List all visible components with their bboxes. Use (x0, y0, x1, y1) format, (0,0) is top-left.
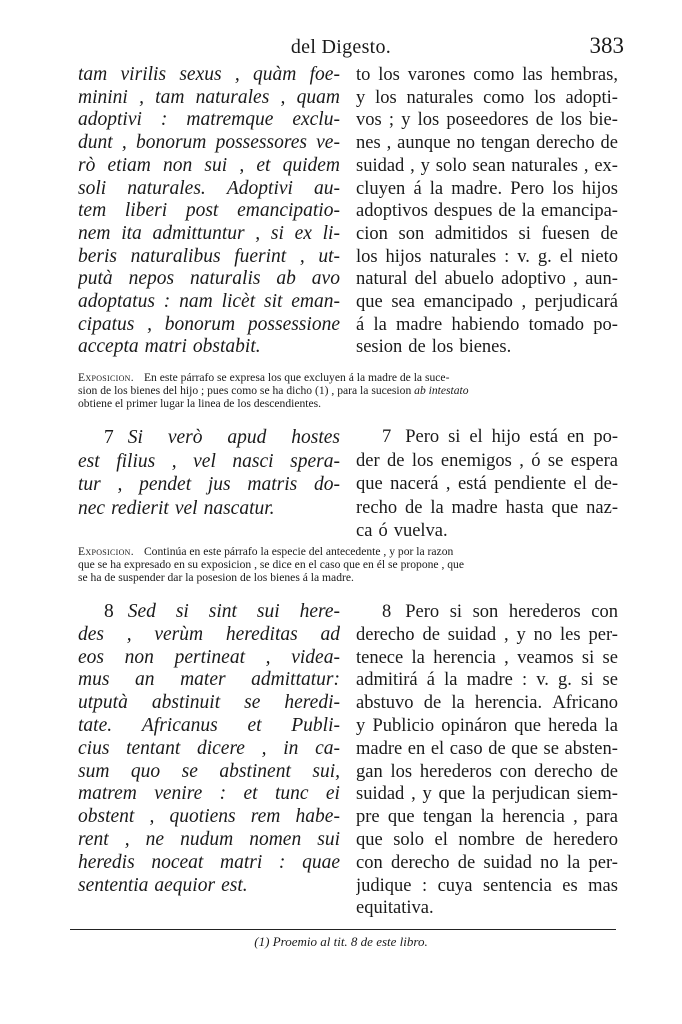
text-line (356, 897, 618, 920)
text-line (78, 497, 340, 521)
text-line (78, 426, 340, 450)
paragraph-number: 8 (382, 602, 392, 622)
line-text: Pero si son herederos con (405, 602, 618, 622)
line-text: que solo el nombre de heredero (356, 829, 618, 850)
text-line (356, 200, 618, 223)
text-line (78, 783, 340, 806)
page-number: 383 (589, 33, 624, 58)
running-header: del Digesto. (290, 36, 392, 58)
text-line (78, 64, 340, 87)
line-text: heredis noceat matri : quae (78, 851, 340, 873)
exposicion-note-1 (78, 371, 614, 411)
text-line (356, 109, 618, 132)
note-1-line-3: obtiene el primer lugar la linea de los descendientes. (78, 397, 322, 411)
line-text: y los naturales como los adopti- (356, 87, 618, 108)
latin-column-section-1 (78, 64, 340, 359)
text-line (78, 473, 340, 497)
footnote-rule (70, 929, 616, 930)
text-line (78, 291, 340, 314)
text-line (356, 291, 618, 314)
text-line (356, 692, 618, 715)
line-text: madre en el caso de que se absten- (356, 738, 618, 759)
text-line (78, 875, 340, 898)
line-text: matrem venire : et tunc ei (78, 783, 340, 805)
text-line (356, 223, 618, 246)
line-text: minini , tam naturales , quam (78, 86, 340, 108)
text-line (356, 647, 618, 670)
line-text: con derecho de suidad no la per- (356, 852, 618, 873)
text-line (78, 200, 340, 223)
line-text: sententia aequior est. (78, 874, 248, 896)
text-line (78, 647, 340, 670)
text-line (78, 268, 340, 291)
line-text: cipatus , bonorum possessione (78, 313, 340, 335)
text-line (356, 336, 618, 359)
line-text: beris naturalibus fuerint , ut- (78, 245, 340, 267)
note-2-line-2: que se ha expresado en su exposicion , se dice en el caso que en él se propone , que (78, 558, 465, 572)
line-text: equitativa. (356, 898, 434, 919)
footnote: (1) Proemio al tit. 8 de este libro. (254, 934, 428, 949)
text-line (356, 178, 618, 201)
line-text: putà nepos naturalis ab avo (78, 268, 340, 290)
text-line (356, 246, 618, 269)
line-text: los hijos naturales : v. g. el nieto (356, 246, 618, 267)
line-text: mus an mater admittatur: (78, 669, 340, 691)
line-text: vos ; y los poseedores de los bie- (356, 110, 618, 131)
line-text: cius tentant dicere , in ca- (78, 737, 340, 759)
text-line (356, 761, 618, 784)
line-text: soli naturales. Adoptivi au- (78, 177, 340, 199)
spanish-column-section-7 (356, 426, 618, 544)
line-text: accepta matri obstabit. (78, 336, 261, 358)
text-line (356, 715, 618, 738)
line-text: to los varones como las hembras, (356, 65, 618, 85)
line-text: gan los herederos con derecho de (356, 761, 618, 782)
text-line (356, 669, 618, 692)
line-text: adoptivos despues de la emancipa- (356, 201, 618, 222)
line-text: sesion de los bienes. (356, 337, 512, 358)
line-text: obstent , quotiens rem habe- (78, 806, 340, 828)
line-text: tenece la herencia , veamos si se (356, 647, 618, 668)
text-line (356, 783, 618, 806)
text-line (78, 624, 340, 647)
text-line (78, 738, 340, 761)
line-text: ca ó vuelva. (356, 521, 448, 541)
line-text: adoptatus : nam licèt sit eman- (78, 291, 340, 313)
note-2-line-1: Exposicion. Continúa en este párrafo la especie del antecedente , y por la razon (78, 545, 454, 558)
text-line (78, 87, 340, 110)
line-text: abstuvo de la herencia. Africano (356, 693, 618, 714)
text-line (78, 715, 340, 738)
line-text: y Publicio opináron que hereda la (356, 715, 618, 736)
line-text: Sed si sint sui here- (127, 601, 340, 622)
line-text: tam virilis sexus , quàm foe- (78, 64, 340, 85)
spanish-column-section-8 (356, 601, 618, 920)
paragraph-number: 7 (104, 427, 114, 448)
text-line (356, 497, 618, 521)
line-text: á la madre habiendo tomado po- (356, 314, 618, 335)
note-1-line-1: Exposicion. En este párrafo se expresa los que excluyen á la madre de la suce- (78, 371, 450, 384)
line-text: cluyen á la madre. Pero los hijos (356, 178, 618, 199)
text-line (356, 738, 618, 761)
text-line (78, 314, 340, 337)
text-line (78, 829, 340, 852)
line-text: que nacerá , está pendiente el de- (356, 474, 618, 494)
text-line (356, 806, 618, 829)
text-line (78, 223, 340, 246)
text-line (78, 601, 340, 624)
line-text: recho de la madre hasta que naz- (356, 497, 618, 518)
text-line (78, 132, 340, 155)
paragraph-number: 8 (104, 601, 114, 622)
line-text: rò etiam non sui , et quidem (78, 154, 340, 176)
line-text: nem ita admittuntur , si ex li- (78, 222, 340, 244)
text-line (78, 450, 340, 474)
note-2-line-3: se ha de suspender dar la posesion de los bienes á la madre. (78, 571, 354, 585)
line-text: est filius , vel nasci spera- (78, 450, 340, 472)
line-text: nec redierit vel nascatur. (78, 497, 275, 519)
text-line (78, 761, 340, 784)
text-line (356, 426, 618, 450)
line-text: der de los enemigos , ó se espera (356, 450, 618, 471)
note-label: Exposicion. (78, 545, 134, 558)
text-line (78, 178, 340, 201)
line-text: des , verùm hereditas ad (78, 623, 340, 645)
latin-column-section-7 (78, 426, 340, 520)
text-line (356, 852, 618, 875)
text-line (78, 806, 340, 829)
exposicion-note-2 (78, 545, 614, 585)
text-line (356, 268, 618, 291)
text-line (78, 669, 340, 692)
line-text: suidad , y solo sean naturales , ex- (356, 155, 618, 176)
latin-column-section-8 (78, 601, 340, 897)
line-text: eos non pertineat , videa- (78, 646, 340, 668)
text-line (356, 87, 618, 110)
text-line (78, 852, 340, 875)
line-text: dunt , bonorum possessores ve- (78, 132, 340, 154)
spanish-column-section-1 (356, 64, 618, 359)
line-text: adoptivi : matremque exclu- (78, 109, 340, 131)
text-line (356, 520, 618, 544)
text-line (356, 64, 618, 87)
line-text: tem liberi post emancipatio- (78, 200, 340, 222)
line-text: admitirá á la madre : v. g. si se (356, 670, 618, 691)
text-line (356, 829, 618, 852)
text-line (356, 132, 618, 155)
text-line (78, 246, 340, 269)
text-line (78, 692, 340, 715)
line-text: utputà abstinuit se heredi- (78, 692, 340, 714)
line-text: sum quo se abstinent sui, (78, 760, 340, 782)
note-1-line-2: sion de los bienes del hijo ; pues como se ha dicho (1) , para la sucesion ab intestato (78, 384, 469, 398)
text-line (356, 473, 618, 497)
line-text: natural del abuelo adoptivo , aun- (356, 269, 618, 290)
line-text: Si verò apud hostes (127, 427, 340, 448)
line-text: pre que tengan la herencia , para (356, 807, 618, 828)
text-line (356, 601, 618, 624)
text-line (356, 314, 618, 337)
line-text: derecho de suidad , y no les per- (356, 624, 618, 645)
note-label: Exposicion. (78, 371, 134, 384)
line-text: suidad , y que la perjudican siem- (356, 784, 618, 805)
line-text: que sea emancipado , perjudicará (356, 292, 618, 313)
line-text: cion son admitidos si fuesen de (356, 223, 618, 244)
line-text: Pero si el hijo está en po- (405, 427, 618, 447)
text-line (356, 155, 618, 178)
paragraph-number: 7 (382, 427, 392, 447)
text-line (78, 336, 340, 359)
line-text: tur , pendet jus matris do- (78, 474, 340, 495)
line-text: tate. Africanus et Publi- (78, 714, 340, 736)
line-text: nes , aunque no tengan derecho de (356, 133, 618, 154)
text-line (78, 109, 340, 132)
text-line (356, 875, 618, 898)
text-line (356, 624, 618, 647)
line-text: judique : cuya sentencia es mas (356, 875, 618, 896)
text-line (78, 155, 340, 178)
text-line (356, 450, 618, 474)
line-text: rent , ne nudum nomen sui (78, 828, 340, 850)
